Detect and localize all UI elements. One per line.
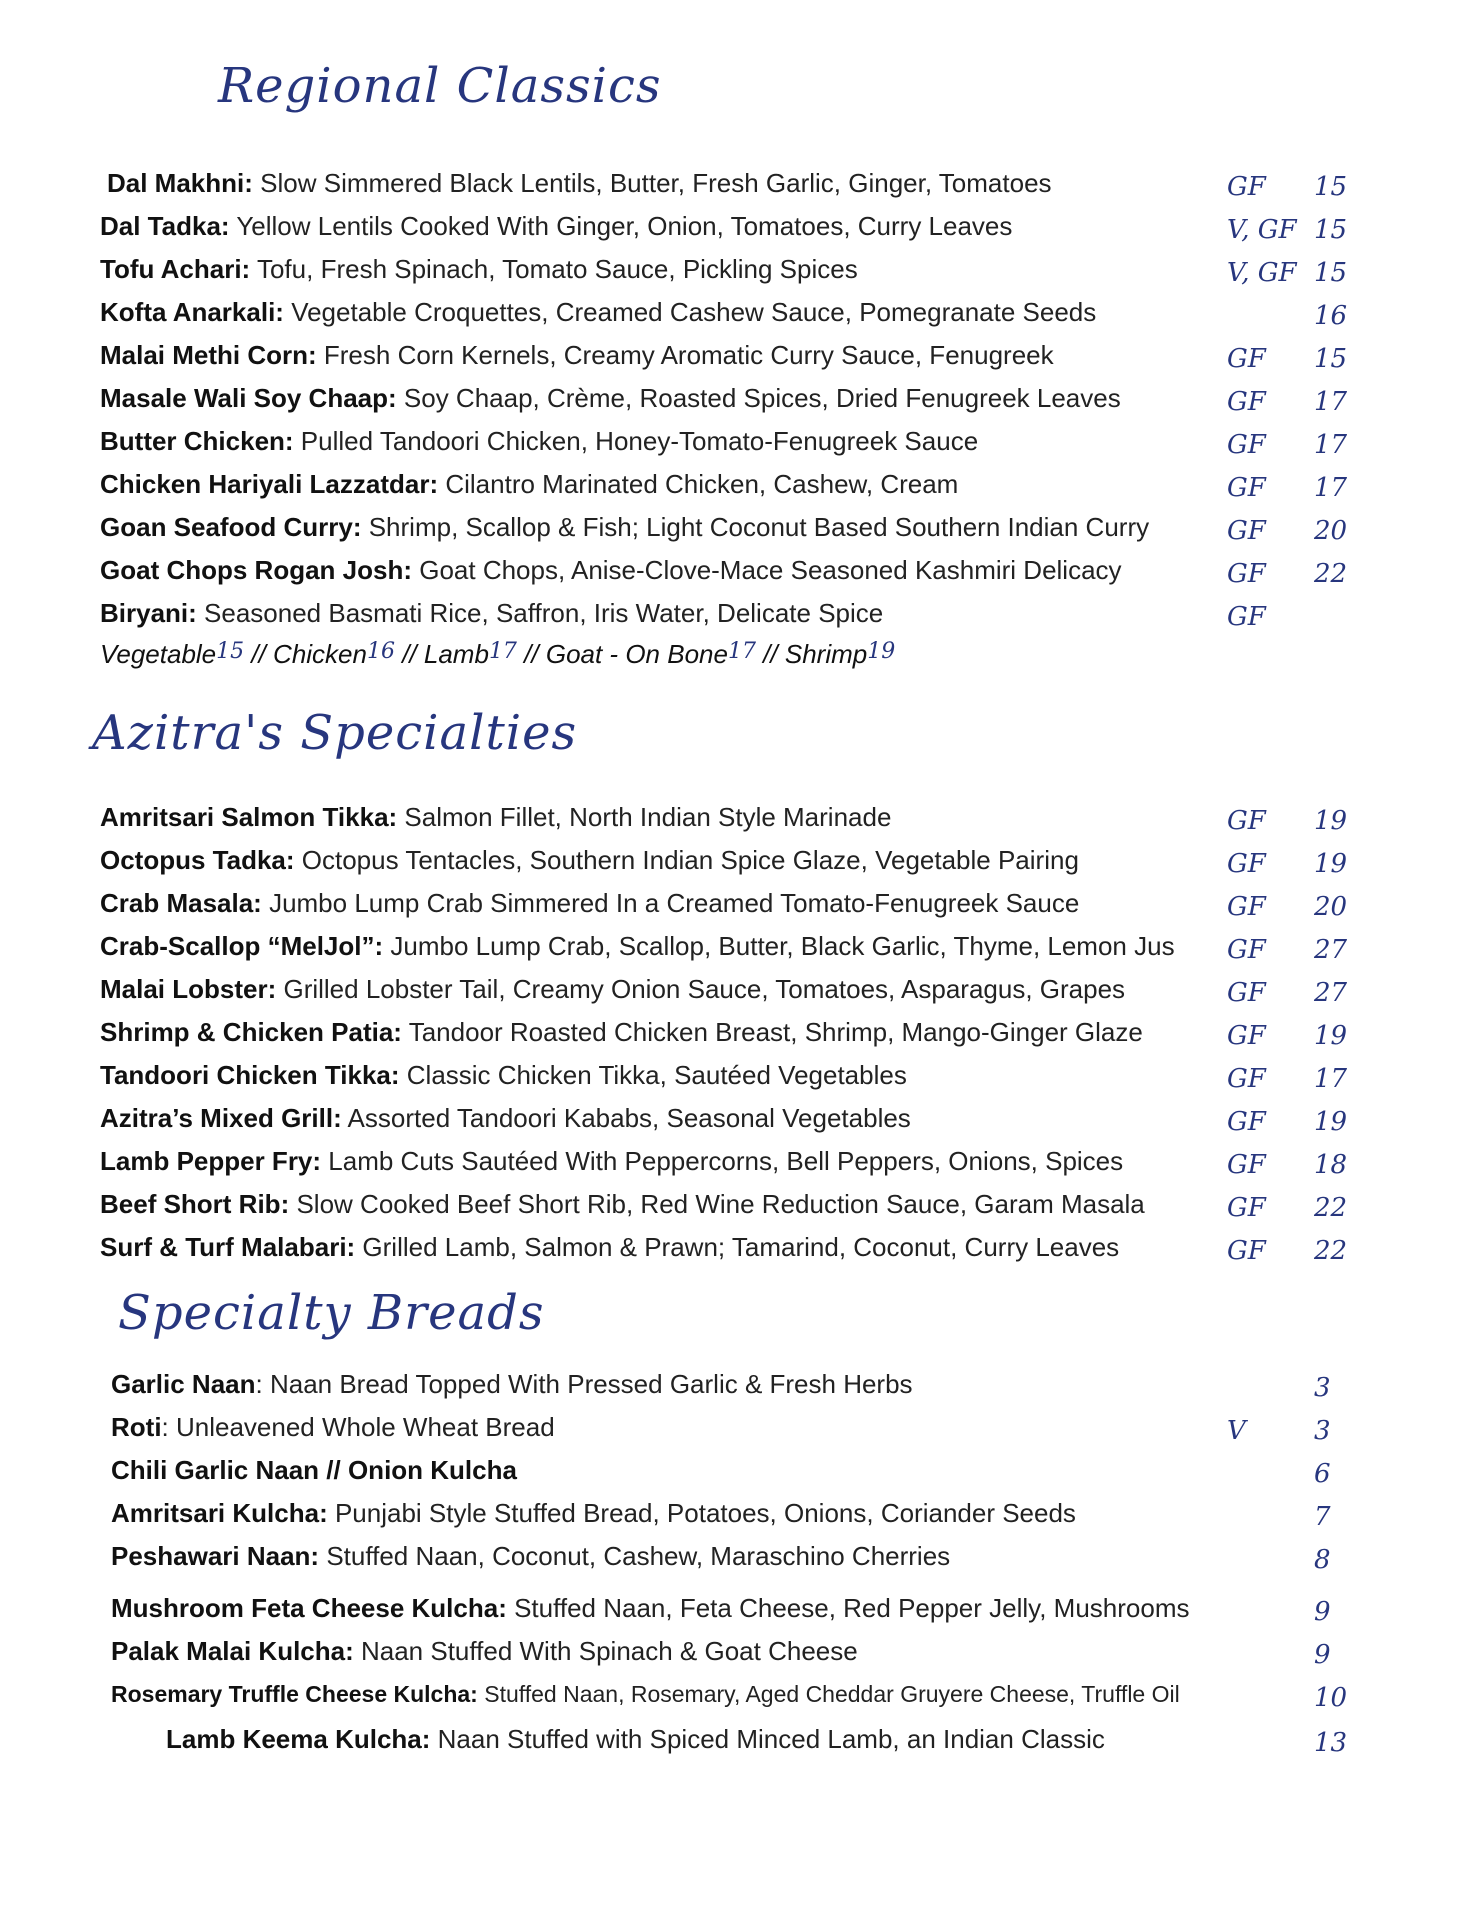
diet-tag: GF — [1227, 602, 1266, 632]
variant-separator: // — [244, 639, 274, 669]
diet-tag: GF — [1227, 892, 1266, 922]
item-description: Goat Chops, Anise-Clove-Mace Seasoned Kashmiri Delicacy — [412, 555, 1122, 585]
diet-tag: GF — [1227, 1150, 1266, 1180]
item-price: 13 — [1314, 1728, 1348, 1758]
item-name: Amritsari Salmon Tikka: — [100, 802, 398, 832]
menu-item-garlic-naan — [111, 1368, 913, 1400]
item-name: Crab-Scallop “MelJol”: — [100, 931, 384, 961]
item-description: Fresh Corn Kernels, Creamy Aromatic Curry Sauce, Fenugreek — [316, 340, 1054, 370]
item-price: 3 — [1314, 1416, 1331, 1446]
diet-tag: GF — [1227, 1107, 1266, 1137]
menu-item-goat-chops-rogan-josh — [100, 554, 1122, 586]
item-description: Slow Cooked Beef Short Rib, Red Wine Reduction Sauce, Garam Masala — [289, 1189, 1145, 1219]
item-description: Tandoor Roasted Chicken Breast, Shrimp, Mango-Ginger Glaze — [401, 1017, 1143, 1047]
diet-tag: GF — [1227, 1064, 1266, 1094]
diet-tag: GF — [1227, 935, 1266, 965]
diet-tag: GF — [1227, 849, 1266, 879]
item-price: 17 — [1314, 430, 1348, 460]
diet-tag: GF — [1227, 473, 1266, 503]
menu-item-amritsari-kulcha — [111, 1497, 1076, 1529]
item-name: Lamb Keema Kulcha: — [166, 1724, 431, 1754]
menu-item-malai-lobster — [100, 973, 1125, 1005]
menu-item-amritsari-salmon-tikka — [100, 801, 891, 833]
item-price: 20 — [1314, 516, 1348, 546]
item-name: Roti — [111, 1412, 162, 1442]
item-name: Octopus Tadka: — [100, 845, 295, 875]
item-price: 19 — [1314, 806, 1348, 836]
item-name: Mushroom Feta Cheese Kulcha: — [111, 1593, 507, 1623]
item-price: 19 — [1314, 1021, 1348, 1051]
item-name: Goat Chops Rogan Josh: — [100, 555, 412, 585]
item-name: Amritsari Kulcha: — [111, 1498, 328, 1528]
menu-item-beef-short-rib — [100, 1188, 1145, 1220]
item-price: 7 — [1314, 1502, 1331, 1532]
item-description: Tofu, Fresh Spinach, Tomato Sauce, Pickling Spices — [250, 254, 858, 284]
menu-item-azitras-mixed-grill — [100, 1102, 911, 1134]
diet-tag: GF — [1227, 806, 1266, 836]
variant-price: 17 — [727, 639, 756, 664]
item-name: Chili Garlic Naan // Onion Kulcha — [111, 1455, 517, 1485]
item-description: Stuffed Naan, Coconut, Cashew, Maraschino Cherries — [319, 1541, 951, 1571]
item-price: 15 — [1314, 344, 1348, 374]
diet-tag: GF — [1227, 430, 1266, 460]
variant-separator: // — [394, 639, 424, 669]
item-price: 17 — [1314, 1064, 1348, 1094]
item-description: Punjabi Style Stuffed Bread, Potatoes, Onions, Coriander Seeds — [327, 1498, 1076, 1528]
item-name: Malai Methi Corn: — [100, 340, 317, 370]
item-name: Butter Chicken: — [100, 426, 294, 456]
item-description: Vegetable Croquettes, Creamed Cashew Sauce, Pomegranate Seeds — [283, 297, 1097, 327]
menu-item-mushroom-feta-cheese-kulcha — [111, 1592, 1189, 1624]
item-price: 15 — [1314, 172, 1348, 202]
item-description: Jumbo Lump Crab, Scallop, Butter, Black Garlic, Thyme, Lemon Jus — [383, 931, 1175, 961]
item-description: Naan Stuffed With Spinach & Goat Cheese — [353, 1636, 858, 1666]
item-name: Palak Malai Kulcha: — [111, 1636, 354, 1666]
variant-separator: // — [516, 639, 546, 669]
biryani-variants — [100, 638, 895, 673]
item-name: Lamb Pepper Fry: — [100, 1146, 322, 1176]
item-name: Goan Seafood Curry: — [100, 512, 362, 542]
item-name: Tofu Achari: — [100, 254, 251, 284]
diet-tag: GF — [1227, 387, 1266, 417]
item-price: 15 — [1314, 215, 1348, 245]
item-description: Slow Simmered Black Lentils, Butter, Fresh Garlic, Ginger, Tomatoes — [252, 168, 1052, 198]
section-title-azitras-specialties: Azitra's Specialties — [92, 705, 578, 761]
diet-tag: GF — [1227, 1236, 1266, 1266]
diet-tag: GF — [1227, 1193, 1266, 1223]
item-name: Shrimp & Chicken Patia: — [100, 1017, 402, 1047]
item-price: 27 — [1314, 935, 1348, 965]
item-price: 27 — [1314, 978, 1348, 1008]
item-price: 18 — [1314, 1150, 1348, 1180]
item-price: 9 — [1314, 1597, 1331, 1627]
menu-item-biryani — [100, 597, 883, 629]
menu-item-surf-turf-malabari — [100, 1231, 1119, 1263]
item-price: 17 — [1314, 387, 1348, 417]
item-price: 6 — [1314, 1459, 1331, 1489]
item-name: Crab Masala: — [100, 888, 262, 918]
menu-item-palak-malai-kulcha — [111, 1635, 858, 1667]
item-description: Yellow Lentils Cooked With Ginger, Onion, Tomatoes, Curry Leaves — [229, 211, 1013, 241]
item-description: Assorted Tandoori Kababs, Seasonal Vegetables — [341, 1103, 911, 1133]
diet-tag: GF — [1227, 1021, 1266, 1051]
item-price: 17 — [1314, 473, 1348, 503]
item-name: Surf & Turf Malabari: — [100, 1232, 356, 1262]
variant-price: 15 — [216, 639, 245, 664]
item-price: 22 — [1314, 559, 1348, 589]
variant-label: Vegetable — [100, 639, 217, 669]
item-price: 20 — [1314, 892, 1348, 922]
item-name: Kofta Anarkali: — [100, 297, 284, 327]
variant-label: Shrimp — [784, 639, 868, 669]
item-description: Lamb Cuts Sautéed With Peppercorns, Bell Peppers, Onions, Spices — [321, 1146, 1124, 1176]
menu-item-lamb-pepper-fry — [100, 1145, 1123, 1177]
item-price: 19 — [1314, 1107, 1348, 1137]
item-name: Beef Short Rib: — [100, 1189, 290, 1219]
menu-item-octopus-tadka — [100, 844, 1079, 876]
menu-item-kofta-anarkali — [100, 296, 1096, 328]
item-price: 22 — [1314, 1236, 1348, 1266]
item-name: Tandoori Chicken Tikka: — [100, 1060, 400, 1090]
variant-price: 19 — [867, 639, 896, 664]
item-description: : Naan Bread Topped With Pressed Garlic & Fresh Herbs — [255, 1369, 913, 1399]
variant-label: Chicken — [273, 639, 367, 669]
menu-item-butter-chicken — [100, 425, 978, 457]
variant-separator: // — [755, 639, 785, 669]
item-description: Naan Stuffed with Spiced Minced Lamb, an Indian Classic — [430, 1724, 1105, 1754]
item-name: Dal Tadka: — [100, 211, 230, 241]
item-price: 9 — [1314, 1640, 1331, 1670]
variant-price: 16 — [366, 639, 395, 664]
item-description: Seasoned Basmati Rice, Saffron, Iris Water, Delicate Spice — [196, 598, 884, 628]
menu-item-rosemary-truffle-cheese-kulcha — [111, 1678, 1180, 1710]
diet-tag: GF — [1227, 172, 1266, 202]
diet-tag: V, GF — [1227, 215, 1297, 245]
diet-tag: V, GF — [1227, 258, 1297, 288]
item-price: 8 — [1314, 1545, 1331, 1575]
item-description: Pulled Tandoori Chicken, Honey-Tomato-Fenugreek Sauce — [293, 426, 979, 456]
menu-item-tandoori-chicken-tikka — [100, 1059, 907, 1091]
diet-tag: GF — [1227, 559, 1266, 589]
item-name: Garlic Naan — [111, 1369, 256, 1399]
item-name: Biryani: — [100, 598, 197, 628]
item-description: Stuffed Naan, Rosemary, Aged Cheddar Gruyere Cheese, Truffle Oil — [477, 1681, 1180, 1707]
diet-tag: V — [1227, 1416, 1246, 1446]
item-description: Octopus Tentacles, Southern Indian Spice Glaze, Vegetable Pairing — [294, 845, 1079, 875]
diet-tag: GF — [1227, 344, 1266, 374]
item-description: : Unleavened Whole Wheat Bread — [161, 1412, 555, 1442]
item-name: Dal Makhni: — [107, 168, 253, 198]
item-description: Grilled Lamb, Salmon & Prawn; Tamarind, Coconut, Curry Leaves — [355, 1232, 1120, 1262]
item-name: Peshawari Naan: — [111, 1541, 320, 1571]
menu-item-roti — [111, 1411, 555, 1443]
item-name: Masale Wali Soy Chaap: — [100, 383, 397, 413]
item-name: Azitra’s Mixed Grill: — [100, 1103, 342, 1133]
menu-item-chili-garlic-naan-onion-kulcha — [111, 1454, 517, 1486]
item-price: 15 — [1314, 258, 1348, 288]
item-price: 3 — [1314, 1373, 1331, 1403]
menu-item-peshawari-naan — [111, 1540, 950, 1572]
item-name: Chicken Hariyali Lazzatdar: — [100, 469, 439, 499]
menu-item-chicken-hariyali-lazzatdar — [100, 468, 958, 500]
menu-item-goan-seafood-curry — [100, 511, 1149, 543]
item-name: Malai Lobster: — [100, 974, 277, 1004]
menu-item-crab-masala — [100, 887, 1079, 919]
variant-label: Goat - On Bone — [545, 639, 728, 669]
item-price: 10 — [1314, 1683, 1348, 1713]
menu-item-malai-methi-corn — [100, 339, 1054, 371]
variant-label: Lamb — [423, 639, 489, 669]
item-description: Classic Chicken Tikka, Sautéed Vegetables — [399, 1060, 907, 1090]
item-price: 19 — [1314, 849, 1348, 879]
item-description: Grilled Lobster Tail, Creamy Onion Sauce, Tomatoes, Asparagus, Grapes — [276, 974, 1126, 1004]
menu-item-masale-wali-soy-chaap — [100, 382, 1121, 414]
variant-price: 17 — [488, 639, 517, 664]
diet-tag: GF — [1227, 516, 1266, 546]
item-description: Salmon Fillet, North Indian Style Marinade — [397, 802, 892, 832]
item-description: Stuffed Naan, Feta Cheese, Red Pepper Jelly, Mushrooms — [506, 1593, 1190, 1623]
menu-item-tofu-achari — [100, 253, 858, 285]
menu-item-dal-makhni — [107, 167, 1052, 199]
item-price: 16 — [1314, 301, 1348, 331]
menu-item-shrimp-chicken-patia — [100, 1016, 1143, 1048]
menu-item-crab-scallop-meljol — [100, 930, 1175, 962]
item-description: Cilantro Marinated Chicken, Cashew, Cream — [438, 469, 959, 499]
diet-tag: GF — [1227, 978, 1266, 1008]
item-description: Jumbo Lump Crab Simmered In a Creamed Tomato-Fenugreek Sauce — [261, 888, 1080, 918]
item-price: 22 — [1314, 1193, 1348, 1223]
menu-item-dal-tadka — [100, 210, 1012, 242]
section-title-specialty-breads: Specialty Breads — [118, 1285, 545, 1341]
item-name: Rosemary Truffle Cheese Kulcha: — [111, 1681, 478, 1707]
section-title-regional-classics: Regional Classics — [218, 58, 662, 114]
item-description: Soy Chaap, Crème, Roasted Spices, Dried Fenugreek Leaves — [396, 383, 1121, 413]
item-description: Shrimp, Scallop & Fish; Light Coconut Based Southern Indian Curry — [361, 512, 1150, 542]
menu-item-lamb-keema-kulcha — [166, 1723, 1105, 1755]
